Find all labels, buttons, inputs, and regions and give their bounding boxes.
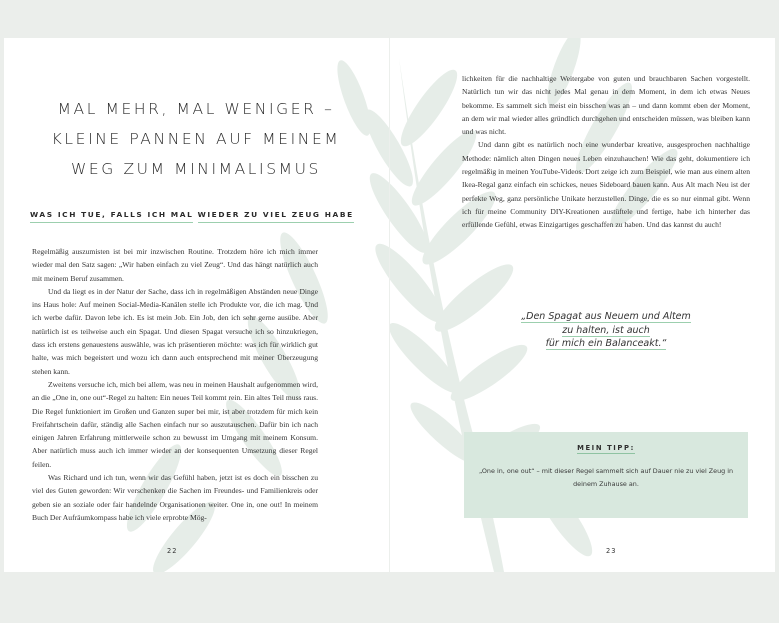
paragraph: lichkeiten für die nachhaltige Weitergabe von guten und brauchbaren Sachen vorgestellt. Natürlich tun wir das nicht jedes Mal genau in dem Moment, in dem ich etwas Neues bekomme. Es sammelt sich meist ein bisschen was an – und dann kommt eben der Moment, an dem wir mal wieder alles gründlich durchgehen und entscheiden müssen, was bleiben kann und was nicht. — [462, 74, 750, 137]
subhead-line: WAS ICH TUE, FALLS ICH MAL — [30, 207, 193, 223]
page-number: 23 — [606, 547, 617, 555]
title-line: KLEINE PANNEN AUF MEINEM — [51, 130, 341, 148]
quote-line: „Den Spagat aus Neuem und Altem — [521, 311, 691, 322]
title-line: MAL MEHR, MAL WENIGER – — [57, 100, 335, 118]
tip-box — [464, 432, 748, 518]
quote-line: zu halten, ist auch — [562, 324, 650, 336]
right-body-text — [462, 72, 750, 232]
left-page — [4, 38, 389, 572]
tip-text: „One in, one out“ – mit dieser Regel sammelt sich auf Dauer nie zu viel Zeug in deinem Zuhause an. — [478, 467, 734, 488]
pull-quote — [486, 310, 726, 351]
book-spread — [4, 38, 775, 572]
page-number: 22 — [167, 547, 178, 555]
chapter-title — [28, 94, 364, 184]
left-body-text — [32, 245, 318, 524]
section-subheading — [30, 207, 354, 223]
paragraph: Zweitens versuche ich, mich bei allem, was neu in meinen Haushalt aufgenommen wird, an die „One in, one out“-Regel zu halten: Ein neues Teil kommt rein. Ein altes Teil muss raus. Die Regel funktioniert im Großen und Ganzen super bei mir, ist aber trotzdem für mich kein Freifahrtschein dafür, ständig alle Sachen einfach nur so auszutauschen. Dafür bin ich nach einigen Jahren Erfahrung mittlerweile schon zu bewusst im Umgang mit meinem Konsum. Aber natürlich muss auch ich immer wieder an der konsequenten Umsetzung dieser Regel feilen. — [32, 379, 318, 469]
right-page — [390, 38, 775, 572]
paragraph: Regelmäßig auszumisten ist bei mir inzwischen Routine. Trotzdem höre ich mich immer wieder mal den Satz sagen: „Wir haben einfach zu viel Zeug“. Und das hängt natürlich auch mit meinem Beruf zusammen. — [32, 247, 318, 283]
title-line: WEG ZUM MINIMALISMUS — [70, 160, 321, 178]
quote-line: für mich ein Balanceakt.“ — [545, 338, 667, 349]
paragraph: Was Richard und ich tun, wenn wir das Gefühl haben, jetzt ist es doch ein bisschen zu viel des Guten geworden: Wir verschenken die Sachen im Freundes- und Familienkreis oder geben sie an soziale oder fair handelnde Organisationen weiter. One in, one out! In meinem Buch Der Aufräumkompass habe ich viele erprobte Mög- — [32, 473, 318, 522]
paragraph: Und da liegt es in der Natur der Sache, dass ich in regelmäßigen Abständen neue Dinge ins Haus hole: Auf meinen Social-Media-Kanälen stelle ich Produkte vor, die ich mag. Und ich werbe dafür. Davon lebe ich. Es ist mein Job. Ein Job, den ich sehr gerne ausübe. Aber natürlich ist es teilweise auch ein Spagat. Und diesen Spagat versuche ich so hinzukriegen, dass ich erstens genauestens auswähle, was ich präsentieren möchte: was ich für wirklich gut halte, was mich begeistert und wozu ich dann auch entsprechend mit meiner Überzeugung stehen kann. — [32, 286, 318, 376]
paragraph: Und dann gibt es natürlich noch eine wunderbar kreative, ausgesprochen nachhaltige Methode: nämlich alten Dingen neues Leben einzuhauchen! Wie das geht, dokumentiere ich regelmäßig in meinen YouTube-Videos. Dort zeige ich zum Beispiel, wie man aus einem alten Ikea-Regal ganz einfach ein schickes, neues Sideboard bauen kann. Aus Alt mach Neu ist der perfekte Weg, ganz persönliche Unikate herzustellen. Dinge, die es so nur einmal gibt. Wenn ich für meine Community DIY-Kreationen austüftele und fertige, habe ich hinterher das erfüllende Gefühl, etwas Einzigartiges geschaffen zu haben. Und das kannst du auch! — [462, 140, 750, 230]
subhead-line: WIEDER ZU VIEL ZEUG HABE — [198, 207, 354, 223]
tip-label: MEIN TIPP: — [577, 444, 635, 452]
